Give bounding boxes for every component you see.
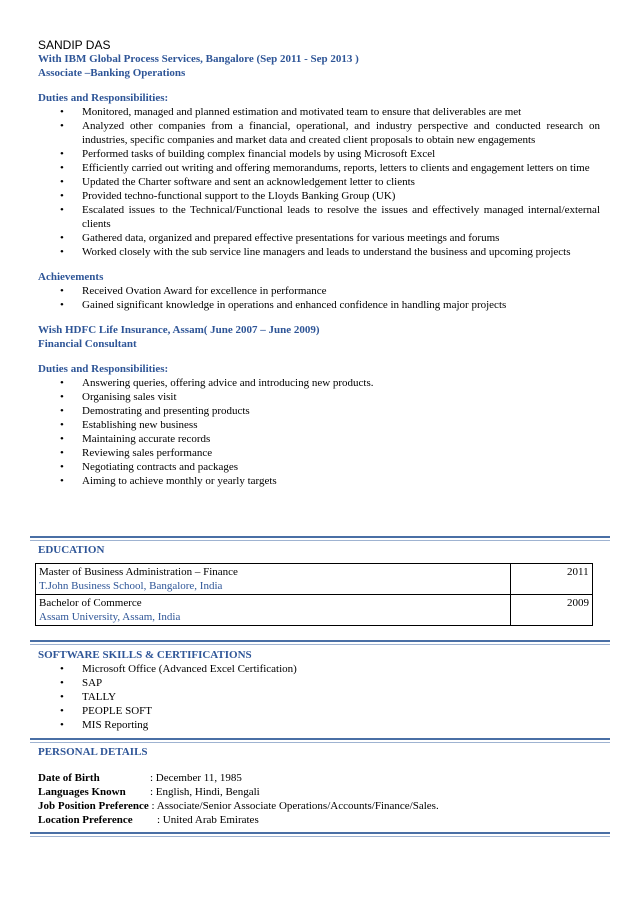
- resume-page: [38, 38, 600, 488]
- list-item: • Received Ovation Award for excellence in performance: [38, 284, 600, 298]
- detail-value: : English, Hindi, Bengali: [150, 786, 260, 798]
- skills-list: [38, 662, 600, 732]
- personal-details-heading: PERSONAL DETAILS: [38, 746, 148, 758]
- job1-title: With IBM Global Process Services, Bangalore (Sep 2011 - Sep 2013 ): [38, 53, 359, 65]
- detail-value: : Associate/Senior Associate Operations/Accounts/Finance/Sales.: [151, 800, 439, 812]
- list-item: • Aiming to achieve monthly or yearly targets: [38, 474, 600, 488]
- list-item: • Escalated issues to the Technical/Functional leads to resolve the issues and effectively managed internal/external clients: [38, 203, 600, 231]
- detail-label: Languages Known: [38, 786, 126, 798]
- achievements-heading: Achievements: [38, 271, 104, 283]
- job2-role: Financial Consultant: [38, 338, 137, 350]
- detail-label: Date of Birth: [38, 772, 100, 784]
- job1-duties-list: [38, 105, 600, 259]
- section-divider: [30, 540, 610, 541]
- list-item: • Negotiating contracts and packages: [38, 460, 600, 474]
- list-item: • Efficiently carried out writing and offering memorandums, reports, letters to clients and engagement letters on time: [38, 161, 600, 175]
- institution-name: Assam University, Assam, India: [39, 611, 181, 623]
- list-item: • Gained significant knowledge in operations and enhanced confidence in handling major projects: [38, 298, 600, 312]
- table-row: [36, 564, 593, 595]
- degree-cell: [36, 595, 511, 626]
- achievements-list: [38, 284, 600, 312]
- job1-duties-heading: Duties and Responsibilities:: [38, 92, 169, 104]
- list-item: • Reviewing sales performance: [38, 446, 600, 460]
- degree-cell: [36, 564, 511, 595]
- job2-title: Wish HDFC Life Insurance, Assam( June 2007 – June 2009): [38, 324, 320, 336]
- list-item: • PEOPLE SOFT: [38, 704, 600, 718]
- list-item: • Updated the Charter software and sent an acknowledgement letter to clients: [38, 175, 600, 189]
- section-divider: [30, 536, 610, 538]
- list-item: • Answering queries, offering advice and introducing new products.: [38, 376, 600, 390]
- personal-row-languages: [38, 785, 600, 799]
- table-row: [36, 595, 593, 626]
- personal-row-dob: [38, 771, 600, 785]
- personal-row-location: [38, 813, 600, 827]
- list-item: • Establishing new business: [38, 418, 600, 432]
- list-item: • Organising sales visit: [38, 390, 600, 404]
- job2-duties-list: [38, 376, 600, 488]
- section-divider: [30, 742, 610, 743]
- personal-row-job-preference: [38, 799, 600, 813]
- list-item: • Provided techno-functional support to the Lloyds Banking Group (UK): [38, 189, 600, 203]
- section-divider: [30, 644, 610, 645]
- list-item: • Performed tasks of building complex financial models by using Microsoft Excel: [38, 147, 600, 161]
- education-table: [35, 563, 593, 626]
- list-item: • MIS Reporting: [38, 718, 600, 732]
- section-divider: [30, 640, 610, 642]
- list-item: • TALLY: [38, 690, 600, 704]
- list-item: • Demostrating and presenting products: [38, 404, 600, 418]
- institution-name: T.John Business School, Bangalore, India: [39, 580, 223, 592]
- section-divider: [30, 836, 610, 837]
- year-cell: 2011: [511, 564, 593, 595]
- detail-label: Location Preference: [38, 814, 133, 826]
- detail-value: : United Arab Emirates: [157, 814, 259, 826]
- list-item: • Gathered data, organized and prepared effective presentations for various meetings and forums: [38, 231, 600, 245]
- candidate-name: SANDIP DAS: [38, 38, 111, 52]
- list-item: • SAP: [38, 676, 600, 690]
- section-divider: [30, 832, 610, 834]
- degree-name: Bachelor of Commerce: [39, 597, 142, 609]
- job2-duties-heading: Duties and Responsibilities:: [38, 363, 169, 375]
- section-divider: [30, 738, 610, 740]
- education-heading: EDUCATION: [38, 544, 105, 556]
- year-cell: 2009: [511, 595, 593, 626]
- degree-name: Master of Business Administration – Finance: [39, 566, 238, 578]
- skills-heading: SOFTWARE SKILLS & CERTIFICATIONS: [38, 649, 252, 661]
- list-item: • Worked closely with the sub service line managers and leads to understand the business and upcoming projects: [38, 245, 600, 259]
- list-item: • Monitored, managed and planned estimation and motivated team to ensure that deliverables are met: [38, 105, 600, 119]
- list-item: • Maintaining accurate records: [38, 432, 600, 446]
- job1-role: Associate –Banking Operations: [38, 67, 186, 79]
- list-item: • Analyzed other companies from a financial, operational, and industry perspective and conducted research on industries, specific companies and market data and created client proposals to obtain new engagements: [38, 119, 600, 147]
- list-item: • Microsoft Office (Advanced Excel Certification): [38, 662, 600, 676]
- detail-label: Job Position Preference: [38, 800, 149, 812]
- detail-value: : December 11, 1985: [150, 772, 242, 784]
